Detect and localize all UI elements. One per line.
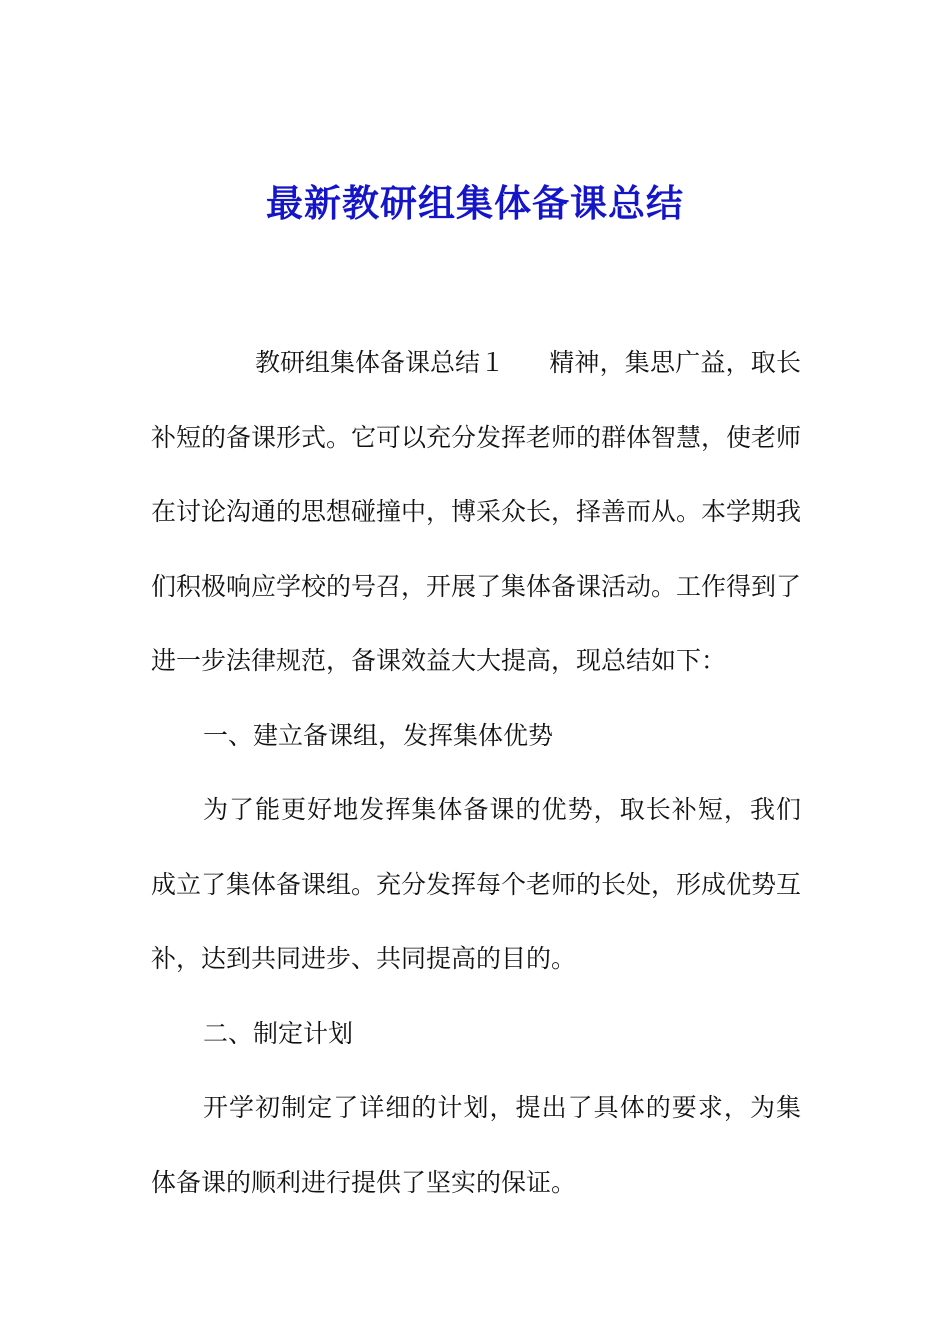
intro-label: 教研组集体备课总结１ bbox=[255, 348, 506, 377]
document-title: 最新教研组集体备课总结 bbox=[266, 181, 684, 225]
intro-text: 精神，集思广益，取长补短的备课形式。它可以充分发挥老师的群体智慧，使老师在讨论沟通的思想碰撞中，博采众长，择善而从。本学期我们积极响应学校的号召，开展了集体备课活动。工作得到了进一步法律规范，备课效益大大提高，现总结如下： bbox=[151, 348, 802, 675]
section-2-paragraph: 开学初制定了详细的计划，提出了具体的要求，为集体备课的顺利进行提供了坚实的保证。 bbox=[151, 1093, 801, 1197]
section-1-paragraph: 为了能更好地发挥集体备课的优势，取长补短，我们成立了集体备课组。充分发挥每个老师的长处，形成优势互补，达到共同进步、共同提高的目的。 bbox=[151, 795, 802, 973]
document-body bbox=[151, 326, 801, 1220]
section-1-heading: 一、建立备课组，发挥集体优势 bbox=[203, 720, 554, 750]
section-2-heading: 二、制定计划 bbox=[203, 1018, 354, 1048]
intro-paragraph bbox=[151, 326, 801, 699]
